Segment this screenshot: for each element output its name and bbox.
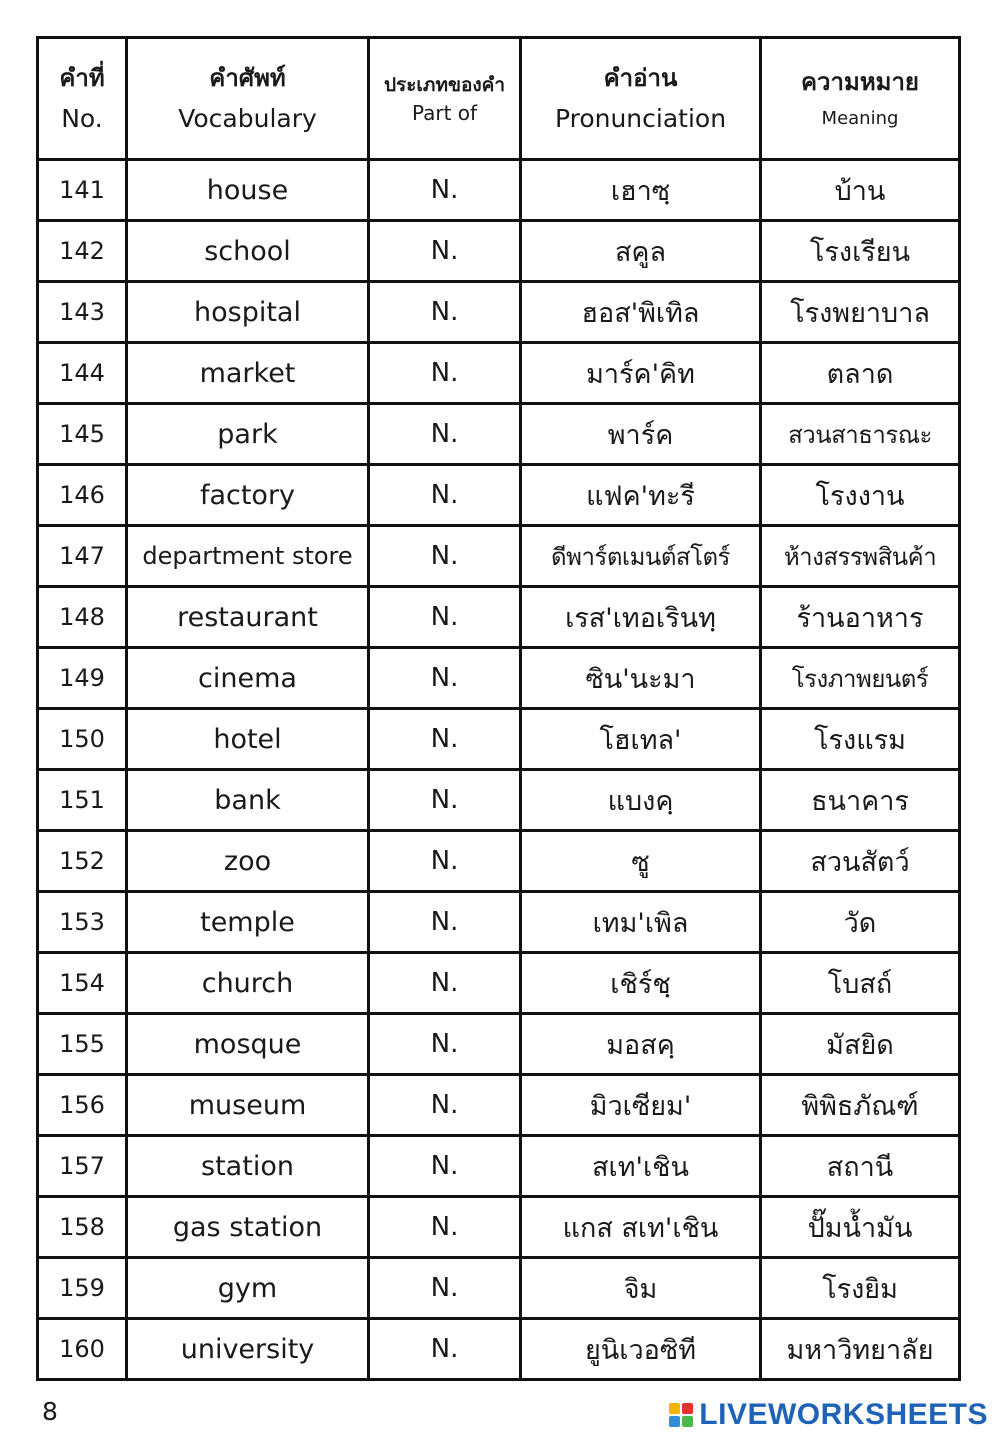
header-meaning-english: Meaning [821, 108, 899, 130]
cell-part-of-speech: N. [369, 343, 521, 404]
table-row [38, 160, 960, 221]
cell-meaning: สถานี [761, 1136, 960, 1197]
header-vocabulary [127, 38, 369, 160]
table-row [38, 1075, 960, 1136]
header-no [38, 38, 127, 160]
cell-vocabulary: hospital [127, 282, 369, 343]
header-vocabulary-thai: คำศัพท์ [209, 63, 286, 92]
cell-pronunciation: สคูล [521, 221, 761, 282]
cell-no: 142 [38, 221, 127, 282]
cell-part-of-speech: N. [369, 221, 521, 282]
liveworksheets-logo[interactable] [669, 1398, 988, 1432]
cell-pronunciation: สเท'เชิน [521, 1136, 761, 1197]
cell-vocabulary: market [127, 343, 369, 404]
cell-part-of-speech: N. [369, 587, 521, 648]
cell-pronunciation: ซู [521, 831, 761, 892]
cell-pronunciation: เชิร์ชฺ [521, 953, 761, 1014]
cell-pronunciation: พาร์ค [521, 404, 761, 465]
cell-no: 145 [38, 404, 127, 465]
cell-part-of-speech: N. [369, 953, 521, 1014]
cell-no: 153 [38, 892, 127, 953]
cell-meaning: ตลาด [761, 343, 960, 404]
cell-meaning: โรงเรียน [761, 221, 960, 282]
cell-meaning: บ้าน [761, 160, 960, 221]
cell-vocabulary: factory [127, 465, 369, 526]
cell-vocabulary: zoo [127, 831, 369, 892]
cell-no: 158 [38, 1197, 127, 1258]
cell-part-of-speech: N. [369, 1136, 521, 1197]
cell-vocabulary: mosque [127, 1014, 369, 1075]
cell-no: 151 [38, 770, 127, 831]
cell-pronunciation: ยูนิเวอซิที [521, 1319, 761, 1380]
cell-part-of-speech: N. [369, 526, 521, 587]
header-part-thai: ประเภทของคำ [383, 73, 506, 96]
cell-part-of-speech: N. [369, 1197, 521, 1258]
cell-part-of-speech: N. [369, 892, 521, 953]
header-vocabulary-english: Vocabulary [178, 104, 317, 134]
cell-part-of-speech: N. [369, 1075, 521, 1136]
table-row [38, 709, 960, 770]
cell-pronunciation: มอสคฺ [521, 1014, 761, 1075]
cell-pronunciation: แบงคฺ [521, 770, 761, 831]
cell-no: 159 [38, 1258, 127, 1319]
cell-no: 144 [38, 343, 127, 404]
cell-pronunciation: ฮอส'พิเทิล [521, 282, 761, 343]
table-row [38, 648, 960, 709]
cell-meaning: ปั๊มน้ำมัน [761, 1197, 960, 1258]
cell-meaning: ร้านอาหาร [761, 587, 960, 648]
cell-pronunciation: ดีพาร์ตเมนต์สโตร์ [521, 526, 761, 587]
cell-meaning: โรงภาพยนตร์ [761, 648, 960, 709]
table-row [38, 1014, 960, 1075]
table-row [38, 1197, 960, 1258]
header-meaning [761, 38, 960, 160]
cell-no: 146 [38, 465, 127, 526]
cell-pronunciation: โฮเทล' [521, 709, 761, 770]
cell-vocabulary: temple [127, 892, 369, 953]
table-row [38, 1258, 960, 1319]
cell-part-of-speech: N. [369, 1319, 521, 1380]
cell-pronunciation: เฮาซฺ [521, 160, 761, 221]
cell-meaning: โรงแรม [761, 709, 960, 770]
cell-pronunciation: จิม [521, 1258, 761, 1319]
header-pronunciation-thai: คำอ่าน [603, 63, 678, 92]
cell-pronunciation: เรส'เทอเรินทฺ [521, 587, 761, 648]
brand-name: LIVEWORKSHEETS [699, 1398, 988, 1431]
cell-vocabulary: restaurant [127, 587, 369, 648]
table-row [38, 831, 960, 892]
table-row [38, 404, 960, 465]
liveworksheets-logo-icon [669, 1403, 693, 1427]
table-row [38, 770, 960, 831]
cell-vocabulary: gym [127, 1258, 369, 1319]
cell-pronunciation: ซิน'นะมา [521, 648, 761, 709]
cell-vocabulary: park [127, 404, 369, 465]
cell-no: 141 [38, 160, 127, 221]
header-pronunciation [521, 38, 761, 160]
vocabulary-table [36, 36, 961, 1381]
cell-vocabulary: house [127, 160, 369, 221]
table-row [38, 221, 960, 282]
cell-no: 147 [38, 526, 127, 587]
cell-part-of-speech: N. [369, 282, 521, 343]
cell-meaning: ห้างสรรพสินค้า [761, 526, 960, 587]
table-row [38, 1319, 960, 1380]
table-row [38, 953, 960, 1014]
header-part-english: Part of [411, 101, 478, 126]
table-row [38, 1136, 960, 1197]
cell-meaning: โรงพยาบาล [761, 282, 960, 343]
cell-meaning: สวนสาธารณะ [761, 404, 960, 465]
cell-part-of-speech: N. [369, 831, 521, 892]
cell-vocabulary: bank [127, 770, 369, 831]
cell-meaning: มัสยิด [761, 1014, 960, 1075]
cell-vocabulary: university [127, 1319, 369, 1380]
cell-no: 152 [38, 831, 127, 892]
cell-meaning: โบสถ์ [761, 953, 960, 1014]
cell-vocabulary: school [127, 221, 369, 282]
cell-part-of-speech: N. [369, 648, 521, 709]
table-row [38, 892, 960, 953]
cell-no: 160 [38, 1319, 127, 1380]
cell-no: 149 [38, 648, 127, 709]
cell-meaning: โรงงาน [761, 465, 960, 526]
cell-no: 150 [38, 709, 127, 770]
table-row [38, 526, 960, 587]
cell-no: 155 [38, 1014, 127, 1075]
cell-part-of-speech: N. [369, 1014, 521, 1075]
cell-part-of-speech: N. [369, 404, 521, 465]
cell-meaning: ธนาคาร [761, 770, 960, 831]
cell-part-of-speech: N. [369, 465, 521, 526]
cell-no: 157 [38, 1136, 127, 1197]
cell-vocabulary: church [127, 953, 369, 1014]
cell-meaning: มหาวิทยาลัย [761, 1319, 960, 1380]
cell-vocabulary: station [127, 1136, 369, 1197]
header-pronunciation-english: Pronunciation [554, 104, 727, 134]
cell-vocabulary: gas station [127, 1197, 369, 1258]
header-part-of-speech [369, 38, 521, 160]
cell-part-of-speech: N. [369, 1258, 521, 1319]
cell-pronunciation: มาร์ค'คิท [521, 343, 761, 404]
cell-part-of-speech: N. [369, 770, 521, 831]
cell-vocabulary: museum [127, 1075, 369, 1136]
cell-no: 143 [38, 282, 127, 343]
cell-no: 148 [38, 587, 127, 648]
cell-pronunciation: แกส สเท'เชิน [521, 1197, 761, 1258]
header-meaning-thai: ความหมาย [800, 67, 919, 96]
cell-pronunciation: มิวเซียม' [521, 1075, 761, 1136]
cell-pronunciation: แฟค'ทะรี [521, 465, 761, 526]
table-row [38, 282, 960, 343]
cell-part-of-speech: N. [369, 709, 521, 770]
table-row [38, 343, 960, 404]
table-row [38, 465, 960, 526]
cell-vocabulary: department store [127, 526, 369, 587]
header-no-english: No. [61, 104, 103, 134]
cell-meaning: พิพิธภัณฑ์ [761, 1075, 960, 1136]
table-header-row [38, 38, 960, 160]
page-number: 8 [42, 1397, 58, 1426]
cell-meaning: สวนสัตว์ [761, 831, 960, 892]
cell-part-of-speech: N. [369, 160, 521, 221]
cell-no: 156 [38, 1075, 127, 1136]
cell-no: 154 [38, 953, 127, 1014]
cell-vocabulary: cinema [127, 648, 369, 709]
cell-meaning: โรงยิม [761, 1258, 960, 1319]
header-no-thai: คำที่ [59, 63, 105, 92]
cell-meaning: วัด [761, 892, 960, 953]
cell-vocabulary: hotel [127, 709, 369, 770]
cell-pronunciation: เทม'เพิล [521, 892, 761, 953]
table-row [38, 587, 960, 648]
